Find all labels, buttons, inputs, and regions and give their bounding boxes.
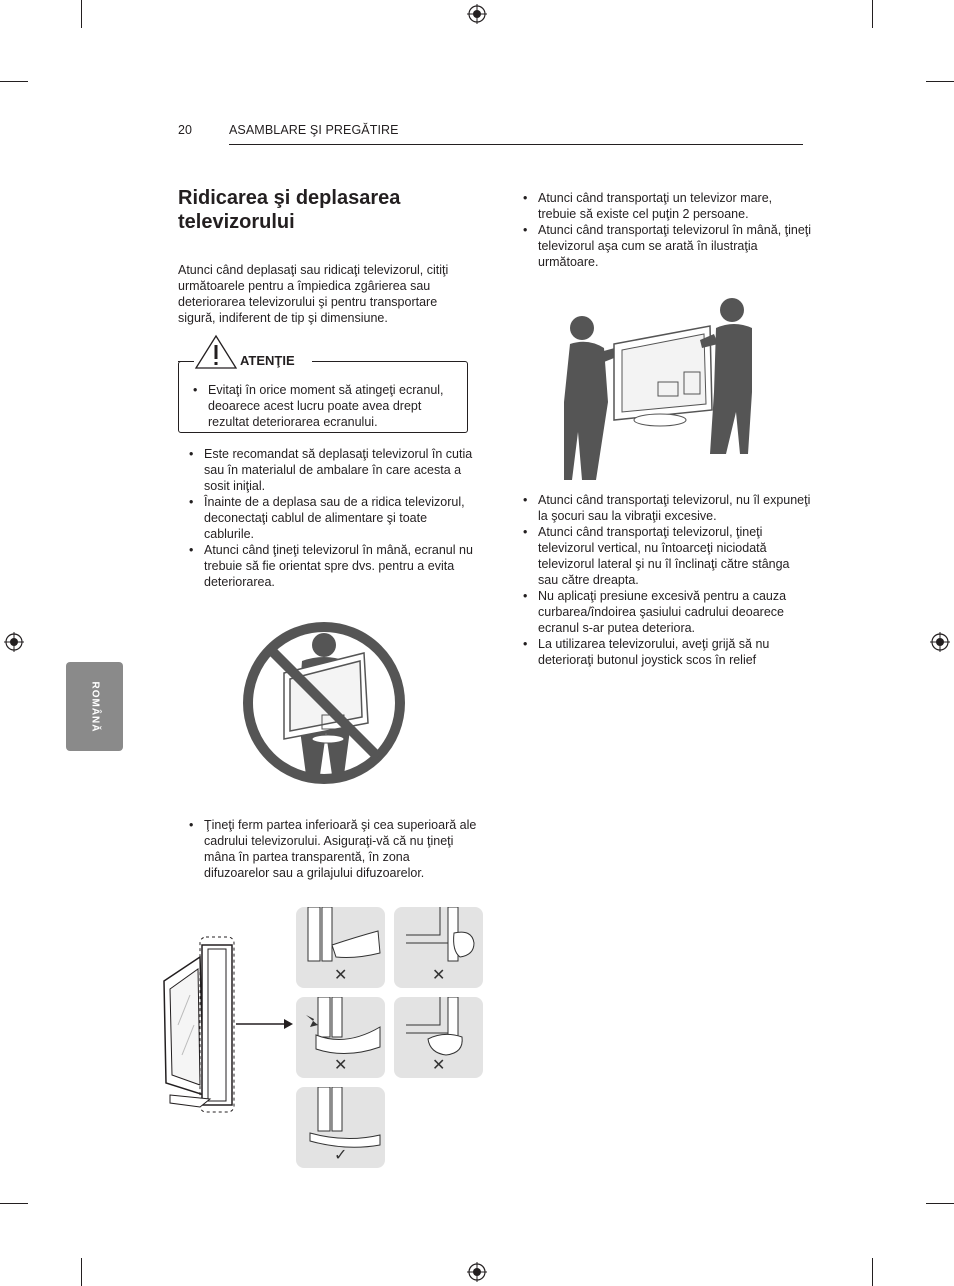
list-item: • Atunci când transportaţi televizorul, nu îl expuneţi la şocuri sau la vibraţii excesive.	[512, 492, 812, 524]
registration-mark-icon	[467, 4, 487, 24]
caution-list	[182, 382, 457, 430]
language-tab-label-wrap	[66, 662, 123, 751]
bullet-list	[512, 492, 812, 668]
correct-mark-icon: ✓	[334, 1147, 348, 1164]
caution-item: • Evitaţi în orice moment să atingeţi ecranul, deoarece acest lucru poate avea drept rezultat deteriorarea ecranului.	[182, 382, 457, 430]
registration-mark-icon	[930, 632, 950, 652]
bullet-list	[178, 817, 478, 881]
grip-tile-wrong	[394, 997, 483, 1078]
list-item: • Nu aplicaţi presiune excesivă pentru a cauza curbarea/îndoirea şasiului cadrului deoarece ecranul s-ar putea deteriora.	[512, 588, 812, 636]
intro-paragraph: Atunci când deplasaţi sau ridicaţi televizorul, citiţi următoarele pentru a împiedica zgârierea sau deteriorarea televizorului şi pentru transportare sigură, indiferent de tip şi dimensiune.	[178, 263, 449, 325]
prohibited-carry-illustration	[236, 615, 412, 791]
caution-header-line	[178, 361, 468, 363]
wrong-mark-icon: ✕	[334, 967, 348, 984]
crop-mark	[872, 1258, 873, 1286]
list-item: • Atunci când transportaţi televizorul în mână, ţineţi televizorul aşa cum se arată în ilustraţia următoare.	[512, 222, 812, 270]
page-title: Ridicarea şi deplasarea televizorului	[178, 187, 401, 233]
crop-mark	[81, 1258, 82, 1286]
wrong-mark-icon: ✕	[432, 967, 446, 984]
list-item: • Înainte de a deplasa sau de a ridica televizorul, deconectaţi cablul de alimentare şi toate cablurile.	[178, 494, 478, 542]
crop-mark	[0, 81, 28, 82]
list-item: • Este recomandat să deplasaţi televizorul în cutia sau în materialul de ambalare în care acesta a sosit iniţial.	[178, 446, 478, 494]
list-item: • Ţineţi ferm partea inferioară şi cea superioară ale cadrului televizorului. Asiguraţi-vă că nu ţineţi mâna în partea transparentă, în zona difuzoarelor sau a grilajului difuzoarelor.	[178, 817, 478, 881]
crop-mark	[0, 1203, 28, 1204]
list-item: • Atunci când ţineţi televizorul în mână, ecranul nu trebuie să fie orientat spre dvs. pentru a evita deteriorarea.	[178, 542, 478, 590]
list-item: • Atunci când transportaţi televizorul, ţineţi televizorul vertical, nu întoarceţi niciodată televizorul lateral şi nu îl înclinaţi către stânga sau către dreapta.	[512, 524, 812, 588]
crop-mark	[926, 1203, 954, 1204]
wrong-mark-icon: ✕	[432, 1057, 446, 1074]
registration-mark-icon	[467, 1262, 487, 1282]
bullet-list	[512, 190, 812, 270]
crop-mark	[81, 0, 82, 28]
registration-mark-icon	[4, 632, 24, 652]
caution-label: ATENŢIE	[240, 353, 295, 368]
grip-tile-wrong	[296, 907, 385, 988]
page-number: 20	[178, 123, 192, 137]
list-item: • Atunci când transportaţi un televizor mare, trebuie să existe cel puţin 2 persoane.	[512, 190, 812, 222]
warning-triangle-icon	[194, 334, 238, 370]
language-tab-label: ROMÂNĂ	[89, 681, 100, 732]
section-title: ASAMBLARE ŞI PREGĂTIRE	[229, 123, 399, 137]
header-rule	[229, 144, 803, 145]
crop-mark	[872, 0, 873, 28]
bullet-list	[178, 446, 478, 590]
two-people-carrying-tv-illustration	[560, 292, 760, 480]
grip-tile-wrong	[296, 997, 385, 1078]
list-item: • La utilizarea televizorului, aveţi grijă să nu deterioraţi butonul joystick scos în relief	[512, 636, 812, 668]
crop-mark	[926, 81, 954, 82]
wrong-mark-icon: ✕	[334, 1057, 348, 1074]
tv-frame-side-illustration	[160, 935, 295, 1115]
grip-tile-wrong	[394, 907, 483, 988]
grip-tile-correct	[296, 1087, 385, 1168]
